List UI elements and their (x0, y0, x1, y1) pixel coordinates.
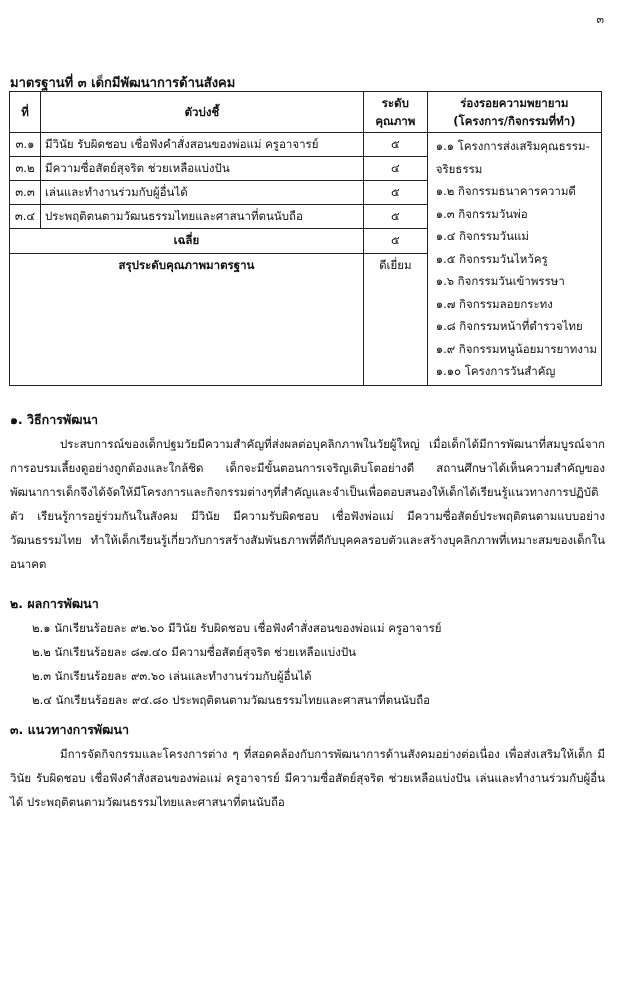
header-quality-line1: ระดับ (381, 96, 409, 110)
row-no: ๓.๑ (10, 133, 41, 157)
section3-heading: ๓. แนวทางการพัฒนา (10, 722, 130, 737)
section2-heading: ๒. ผลการพัฒนา (10, 596, 99, 611)
section1-heading: ๑. วิธีการพัฒนา (10, 412, 99, 427)
result-item: ๒.๓ นักเรียนร้อยละ ๙๓.๖๐ เล่นและทำงานร่วมกับผู้อื่นได้ (32, 669, 312, 683)
table-row (10, 133, 602, 157)
row-indicator: ประพฤติตนตามวัฒนธรรมไทยและศาสนาที่ตนนับถือ (40, 205, 363, 229)
row-quality: ๕ (363, 181, 427, 205)
result-item: ๒.๑ นักเรียนร้อยละ ๙๒.๖๐ มีวินัย รับผิดชอบ เชื่อฟังคำสั่งสอนของพ่อแม่ ครูอาจารย์ (32, 621, 442, 635)
project-item: ๑.๘ กิจกรรมหน้าที่ตำรวจไทย (435, 319, 583, 333)
project-item: ๑.๖ กิจกรรมวันเข้าพรรษา (435, 274, 565, 288)
project-item: ๑.๒ กิจกรรมธนาคารความดี (435, 184, 576, 198)
project-item: ๑.๑๐ โครงการวันสำคัญ (435, 364, 556, 378)
average-label: เฉลี่ย (10, 229, 364, 253)
header-indicator: ตัวบ่งชี้ (40, 92, 363, 133)
header-quality (363, 92, 427, 133)
row-no: ๓.๒ (10, 157, 41, 181)
row-quality: ๕ (363, 205, 427, 229)
header-quality-line2: คุณภาพ (375, 114, 416, 128)
header-evidence-line1: ร่องรอยความพยายาม (460, 96, 569, 110)
standard-title: มาตรฐานที่ ๓ เด็กมีพัฒนาการด้านสังคม (10, 76, 236, 91)
project-item: ๑.๑ โครงการส่งเสริมคุณธรรม- (435, 139, 590, 153)
project-item: ๑.๕ กิจกรรมวันไหว้ครู (435, 251, 548, 266)
row-quality: ๕ (363, 133, 427, 157)
standard-table (9, 91, 602, 386)
result-item: ๒.๔ นักเรียนร้อยละ ๙๔.๘๐ ประพฤติตนตามวัฒนธรรมไทยและศาสนาที่ตนนับถือ (32, 693, 431, 707)
header-no: ที่ (10, 92, 41, 133)
project-item: ๑.๔ กิจกรรมวันแม่ (435, 229, 529, 243)
row-no: ๓.๓ (10, 181, 41, 205)
header-evidence (427, 92, 601, 133)
header-evidence-line2: (โครงการ/กิจกรรมที่ทำ) (453, 114, 576, 128)
section1-body: ประสบการณ์ของเด็กปฐมวัยมีความสำคัญที่ส่งผลต่อบุคลิกภาพในวัยผู้ใหญ่ เมื่อเด็กได้มีการพัฒนาที่สมบูรณ์จากการอบรมเลี้ยงดูอย่างถูกต้องและใกล้ชิด เด็กจะมีขั้นตอนการเจริญเติบโตอย่างดี สถานศึกษาได้เห็นความสำคัญของพัฒนาการเด็กจึงได้จัดให้มีโครงการและกิจกรรมต่างๆที่สำคัญและจำเป็นเพื่อตอบสนองให้เด็กได้เรียนรู้แนวทางการปฏิบัติตัว เรียนรู้การอยู่ร่วมกันในสังคม มีวินัย มีความรับผิดชอบ เชื่อฟังพ่อแม่ มีความซื่อสัตย์ประพฤติตนตามแบบอย่างวัฒนธรรมไทย ทำให้เด็กเรียนรู้เกี่ยวกับการสร้างสัมพันธภาพที่ดีกับบุคคลรอบตัวและสร้างบุคลิกภาพที่เหมาะสมของเด็กในอนาคต (10, 437, 605, 571)
page-number: ๓ (596, 13, 604, 26)
section3-body: มีการจัดกิจกรรมและโครงการต่าง ๆ ที่สอดคล้องกับการพัฒนาการด้านสังคมอย่างต่อเนื่อง เพื่อส่งเสริมให้เด็ก มีวินัย รับผิดชอบ เชื่อฟังคำสั่งสอนของพ่อแม่ ครูอาจารย์ มีความซื่อสัตย์สุจริต ช่วยเหลือแบ่งปัน เล่นและทำงานร่วมกับผู้อื่นได้ ประพฤติตนตามวัฒนธรรมไทยและศาสนาที่ตนนับถือ (10, 747, 605, 809)
summary-value: ดีเยี่ยม (363, 253, 427, 385)
project-item: ๑.๙ กิจกรรมหนูน้อยมารยาทงาม (435, 341, 597, 356)
row-quality: ๔ (363, 157, 427, 181)
section-development-guidelines (10, 718, 605, 814)
summary-label: สรุประดับคุณภาพมาตรฐาน (10, 253, 364, 385)
result-item: ๒.๒ นักเรียนร้อยละ ๘๗.๔๐ มีความซื่อสัตย์สุจริต ช่วยเหลือแบ่งปัน (32, 645, 356, 659)
section-development-results (10, 592, 605, 712)
average-value: ๕ (363, 229, 427, 253)
section-development-method (10, 408, 605, 576)
row-indicator: มีความซื่อสัตย์สุจริต ช่วยเหลือแบ่งปัน (40, 157, 363, 181)
table-header-row (10, 92, 602, 133)
project-item: ๑.๗ กิจกรรมลอยกระทง (435, 296, 553, 311)
project-item: ๑.๓ กิจกรรมวันพ่อ (435, 206, 528, 221)
project-item: จริยธรรม (435, 161, 483, 176)
row-no: ๓.๔ (10, 205, 41, 229)
row-indicator: มีวินัย รับผิดชอบ เชื่อฟังคำสั่งสอนของพ่อแม่ ครูอาจารย์ (40, 133, 363, 157)
row-indicator: เล่นและทำงานร่วมกับผู้อื่นได้ (40, 181, 363, 205)
projects-cell (427, 133, 601, 386)
